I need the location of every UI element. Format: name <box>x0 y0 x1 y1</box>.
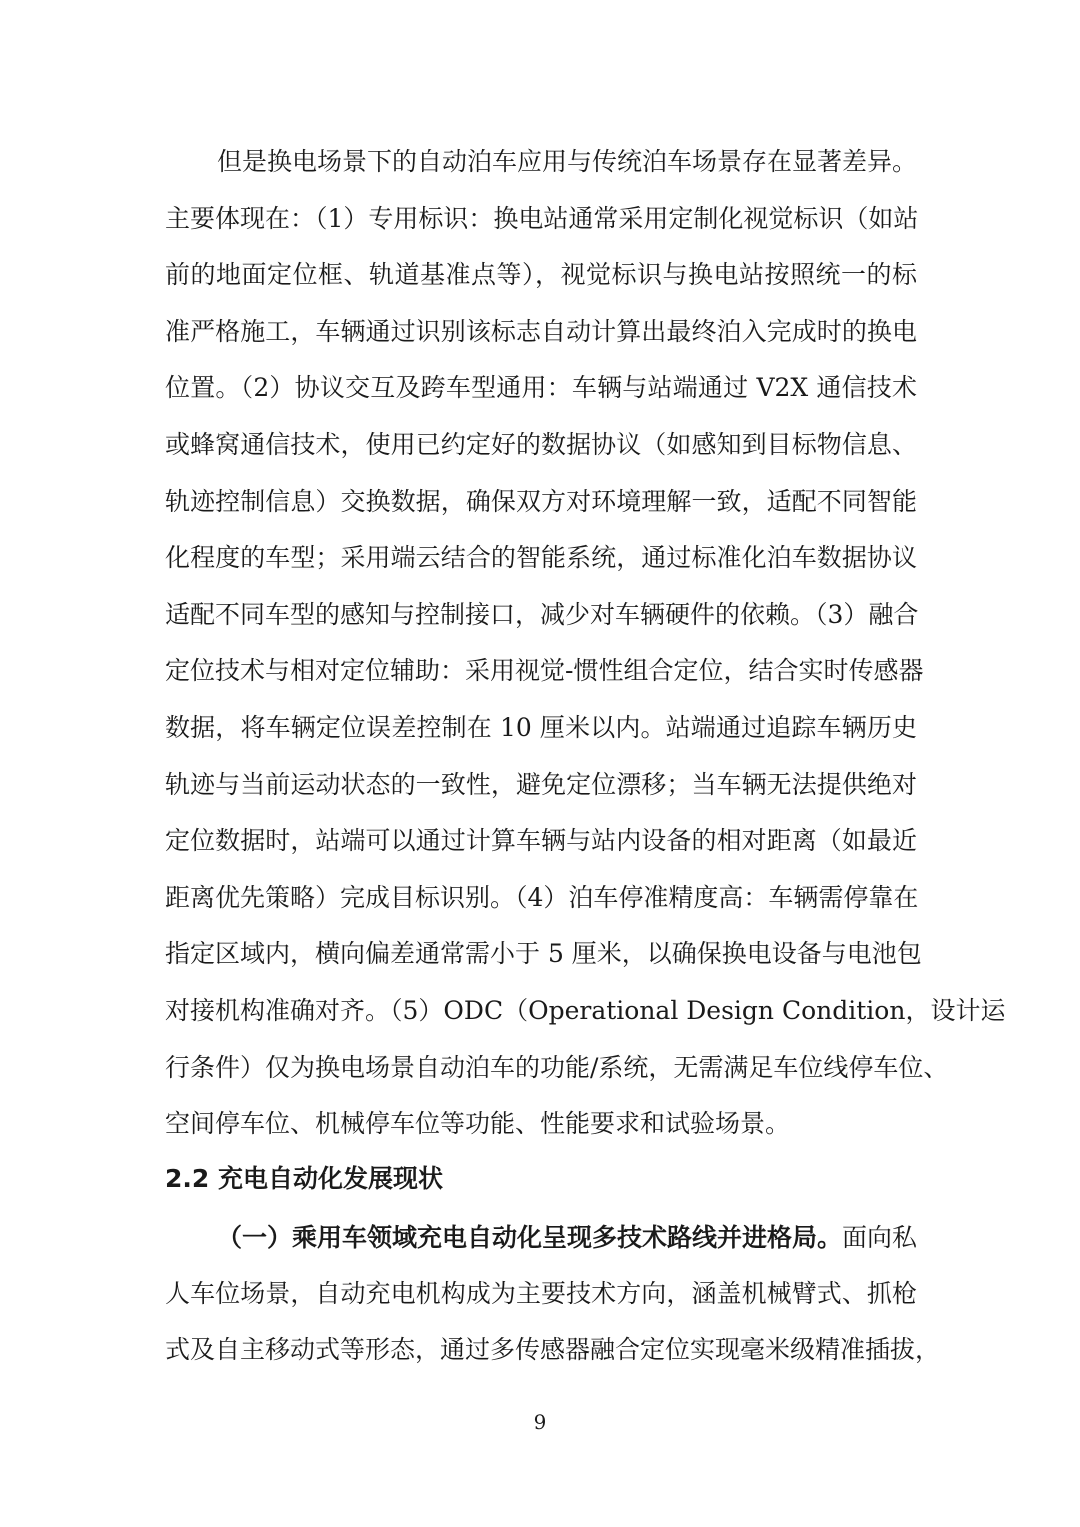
page-number: 9 <box>533 1410 547 1434</box>
paragraph-line: 对接机构准确对齐。（5）ODC（Operational Design Condition，设计运 <box>165 995 1006 1025</box>
paragraph-line: 空间停车位、机械停车位等功能、性能要求和试验场景。 <box>165 1109 791 1139</box>
paragraph-line: 行条件）仅为换电场景自动泊车的功能/系统，无需满足车位线停车位、 <box>165 1052 949 1082</box>
paragraph-line: 主要体现在：（1）专用标识：换电站通常采用定制化视觉标识（如站 <box>165 203 919 233</box>
paragraph-line: 位置。（2）协议交互及跨车型通用：车辆与站端通过 V2X 通信技术 <box>165 373 917 403</box>
paragraph-line: 但是换电场景下的自动泊车应用与传统泊车场景存在显著差异。 <box>217 147 918 176</box>
paragraph-line: 定位数据时，站端可以通过计算车辆与站内设备的相对距离（如最近 <box>165 826 917 856</box>
paragraph-line: 前的地面定位框、轨道基准点等），视觉标识与换电站按照统一的标 <box>165 260 917 290</box>
paragraph-automated-parking-differences <box>165 134 1006 1153</box>
paragraph-line: 化程度的车型；采用端云结合的智能系统，通过标准化泊车数据协议 <box>165 543 917 573</box>
paragraph-line: 定位技术与相对定位辅助：采用视觉-惯性组合定位，结合实时传感器 <box>165 656 924 686</box>
paragraph-line: 数据，将车辆定位误差控制在 10 厘米以内。站端通过追踪车辆历史 <box>165 712 917 742</box>
section-heading: 2.2 充电自动化发展现状 <box>165 1164 443 1193</box>
lead-sentence: （一）乘用车领域充电自动化呈现多技术路线并进格局。 <box>217 1223 843 1252</box>
paragraph-line: 准严格施工，车辆通过识别该标志自动计算出最终泊入完成时的换电 <box>165 316 917 346</box>
paragraph-line: 人车位场景，自动充电机构成为主要技术方向，涵盖机械臂式、抓枪 <box>165 1279 917 1308</box>
paragraph-line: 轨迹控制信息）交换数据，确保双方对环境理解一致，适配不同智能 <box>165 486 917 516</box>
paragraph-line: 式及自主移动式等形态，通过多传感器融合定位实现毫米级精准插拔， <box>165 1335 941 1364</box>
paragraph-charging-automation <box>165 1210 941 1378</box>
lead-line-rest: 面向私 <box>842 1223 918 1252</box>
paragraph-line: 适配不同车型的感知与控制接口，减少对车辆硬件的依赖。（3）融合 <box>165 599 919 629</box>
paragraph-line <box>165 1210 917 1266</box>
paragraph-line: 指定区域内，横向偏差通常需小于 5 厘米，以确保换电设备与电池包 <box>165 939 922 969</box>
paragraph-line: 或蜂窝通信技术，使用已约定好的数据协议（如感知到目标物信息、 <box>165 429 917 459</box>
paragraph-line: 轨迹与当前运动状态的一致性，避免定位漂移；当车辆无法提供绝对 <box>165 769 917 799</box>
paragraph-line: 距离优先策略）完成目标识别。（4）泊车停准精度高：车辆需停靠在 <box>165 882 919 912</box>
